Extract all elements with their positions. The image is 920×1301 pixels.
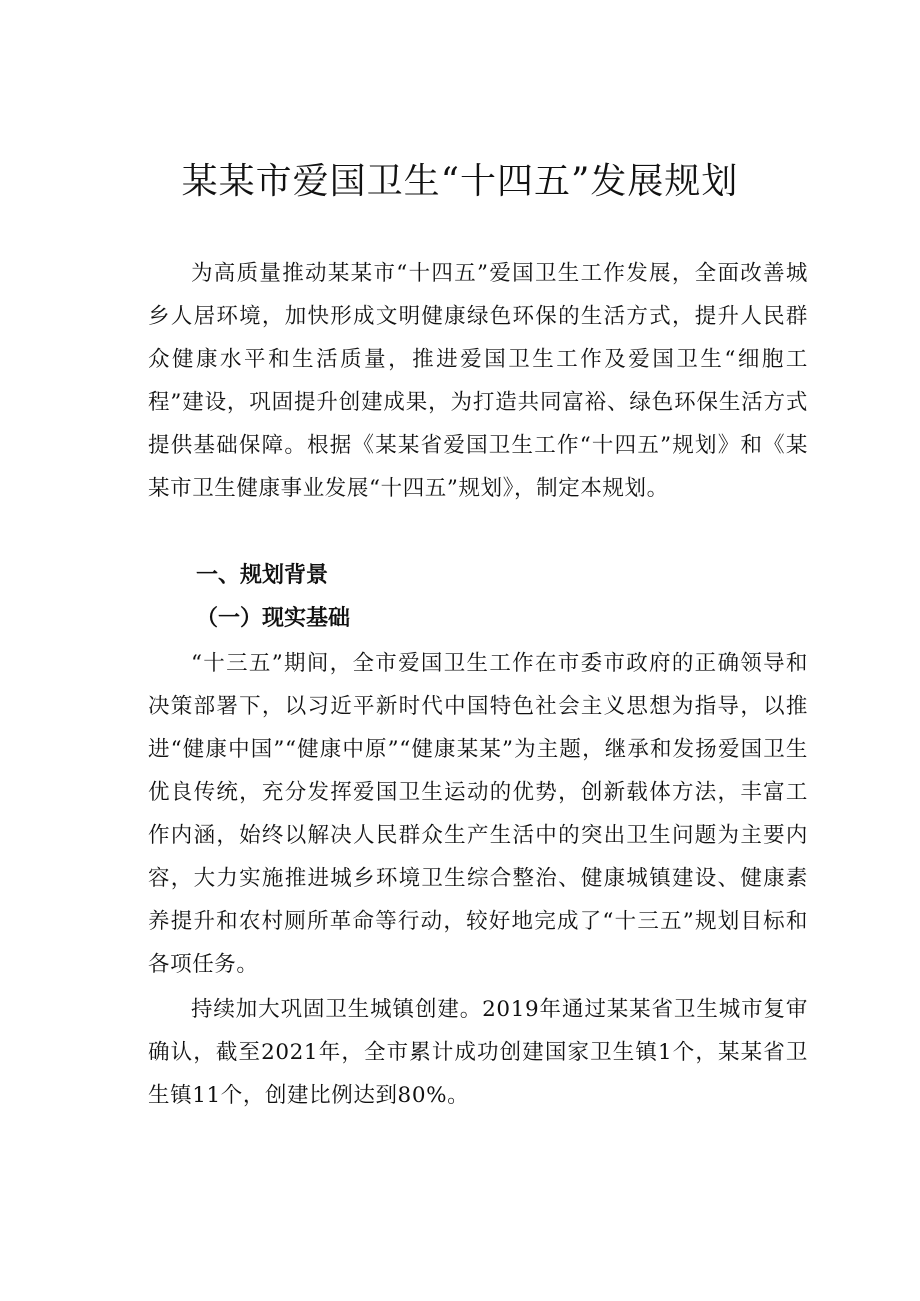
- body-paragraph-thirteenth-five-year: “十三五”期间，全市爱国卫生工作在市委市政府的正确领导和决策部署下，以习近平新时代中国特色社会主义思想为指导，以推进“健康中国”“健康中原”“健康某某”为主题，继承和发扬爱国卫生优良传统，充分发挥爱国卫生运动的优势，创新载体方法，丰富工作内涵，始终以解决人民群众生产生活中的突出卫生问题为主要内容，大力实施推进城乡环境卫生综合整治、健康城镇建设、健康素养提升和农村厕所革命等行动，较好地完成了“十三五”规划目标和各项任务。: [148, 651, 808, 977]
- section-heading-background: 一、规划背景: [196, 563, 329, 588]
- document-title: 某某市爱国卫生“十四五”发展规划: [181, 161, 739, 202]
- body-paragraph-sanitary-towns: 持续加大巩固卫生城镇创建。2019年通过某某省卫生城市复审确认，截至2021年，全市累计成功创建国家卫生镇1个，某某省卫生镇11个，创建比例达到80%。: [148, 997, 808, 1108]
- subsection-heading-current-basis: （一）现实基础: [196, 605, 351, 631]
- intro-paragraph: 为高质量推动某某市“十四五”爱国卫生工作发展，全面改善城乡人居环境，加快形成文明健康绿色环保的生活方式，提升人民群众健康水平和生活质量，推进爱国卫生工作及爱国卫生“细胞工程”建设，巩固提升创建成果，为打造共同富裕、绿色环保生活方式提供基础保障。根据《某某省爱国卫生工作“十四五”规划》和《某某市卫生健康事业发展“十四五”规划》，制定本规划。: [148, 261, 808, 501]
